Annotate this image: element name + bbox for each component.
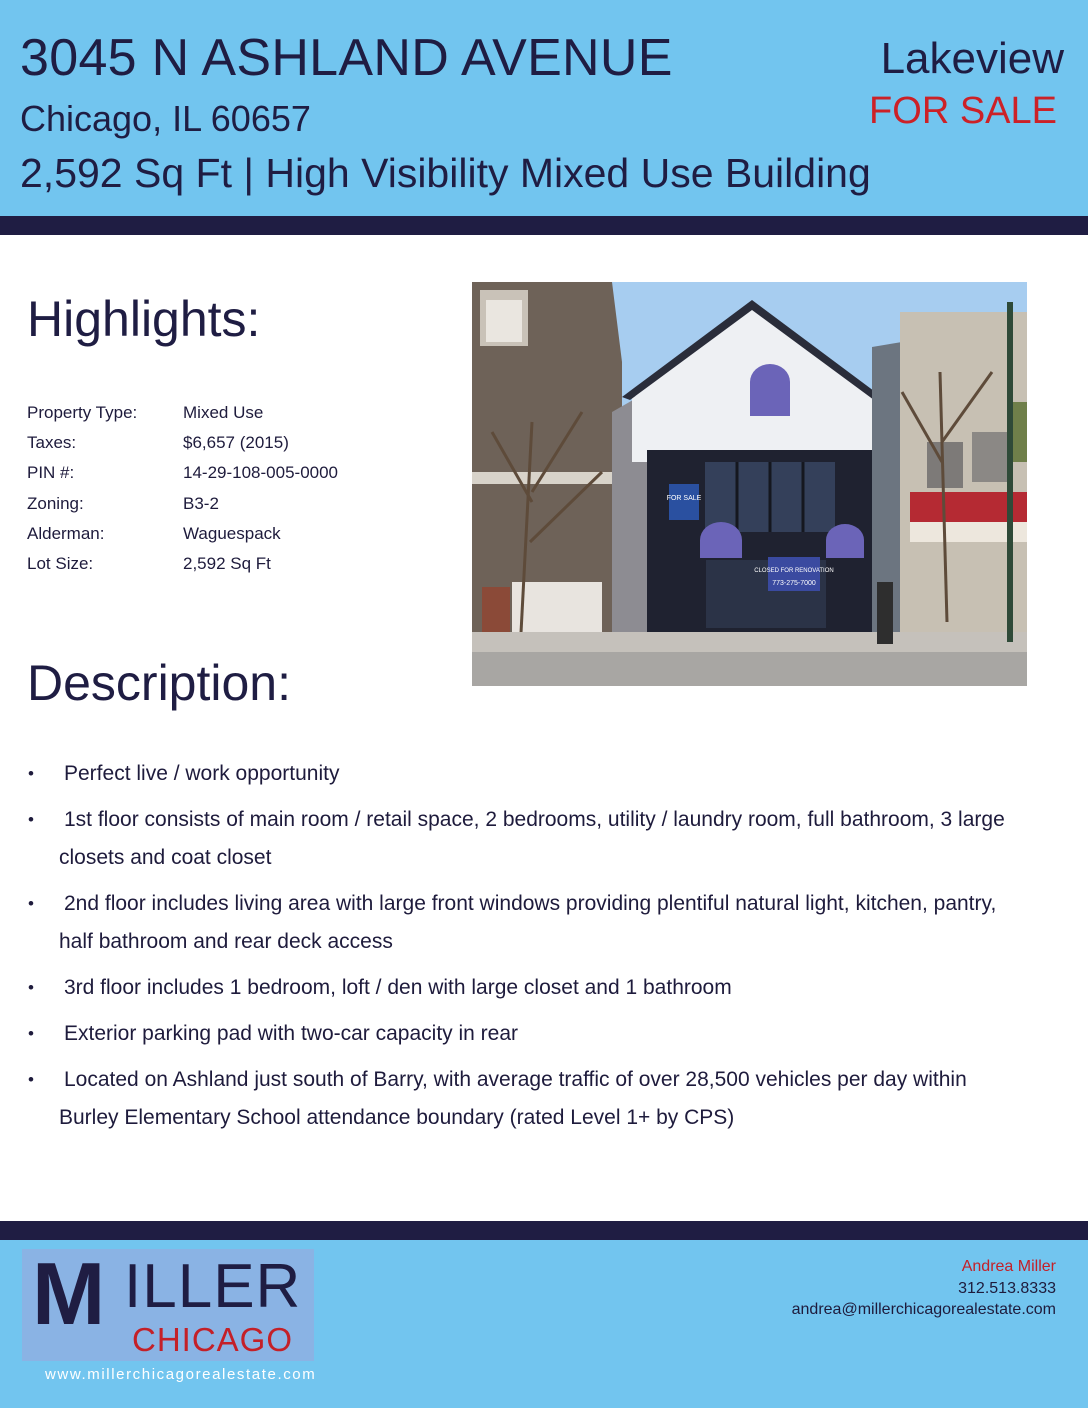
highlights-list — [27, 398, 447, 579]
bullet-text: Exterior parking pad with two-car capacity in rear — [64, 1022, 519, 1045]
bullet-icon: • — [28, 810, 34, 829]
logo-m: M — [32, 1244, 104, 1343]
fact-label: Lot Size: — [27, 554, 94, 574]
fact-row — [27, 458, 447, 488]
contact-block — [792, 1256, 1056, 1321]
fact-label: Zoning: — [27, 493, 84, 513]
list-item — [28, 1061, 1028, 1137]
miller-chicago-logo — [22, 1244, 314, 1361]
fact-row — [27, 428, 447, 458]
sale-status: FOR SALE — [869, 90, 1057, 132]
fact-row — [27, 489, 447, 519]
list-item — [28, 801, 1028, 877]
fact-row — [27, 519, 447, 549]
sign-for-sale: FOR SALE — [666, 495, 702, 502]
sign-renovation: CLOSED FOR RENOVATION — [754, 568, 834, 574]
logo-iller: ILLER — [124, 1252, 302, 1321]
fact-label: Taxes: — [27, 433, 77, 453]
fact-value: Mixed Use — [183, 403, 264, 423]
bullet-icon: • — [28, 1070, 34, 1089]
logo-chicago: CHICAGO — [132, 1321, 294, 1358]
bullet-icon: • — [28, 764, 34, 783]
bullet-icon: • — [28, 978, 34, 997]
bullet-text: Located on Ashland just south of Barry, with average traffic of over 28,500 vehicles per day within Burley Elementary School attendance boundary (rated Level 1+ by CPS) — [59, 1068, 967, 1129]
footer-divider — [0, 1221, 1088, 1240]
contact-name: Andrea Miller — [961, 1258, 1056, 1275]
property-address: 3045 N ASHLAND AVENUE — [20, 29, 673, 87]
description-list — [28, 755, 1028, 1145]
bullet-text: 3rd floor includes 1 bedroom, loft / den with large closet and 1 bathroom — [64, 976, 732, 999]
list-item — [28, 885, 1028, 961]
description-heading: Description: — [27, 655, 291, 711]
fact-value: B3-2 — [183, 493, 219, 513]
list-item — [28, 755, 1028, 793]
sign-phone: 773-275-7000 — [772, 580, 816, 587]
list-item — [28, 969, 1028, 1007]
fact-value: $6,657 (2015) — [183, 433, 289, 453]
bullet-icon: • — [28, 894, 34, 913]
property-subtitle: 2,592 Sq Ft | High Visibility Mixed Use Building — [20, 150, 871, 196]
bullet-text: 2nd floor includes living area with large front windows providing plentiful natural light, kitchen, pantry, half bathroom and rear deck access — [59, 892, 997, 953]
header-divider — [0, 216, 1088, 235]
website-link[interactable]: www.millerchicagorealestate.com — [45, 1366, 317, 1383]
fact-value: Waguespack — [183, 523, 281, 543]
contact-phone[interactable]: 312.513.8333 — [958, 1279, 1056, 1297]
fact-value: 14-29-108-005-0000 — [183, 463, 339, 483]
bullet-icon: • — [28, 1024, 34, 1043]
contact-email[interactable]: andrea@millerchicagorealestate.com — [791, 1301, 1056, 1318]
bullet-text: Perfect live / work opportunity — [64, 762, 340, 785]
fact-row — [27, 549, 447, 579]
fact-label: PIN #: — [27, 463, 75, 483]
property-city: Chicago, IL 60657 — [20, 98, 311, 139]
neighborhood-label: Lakeview — [880, 34, 1064, 83]
fact-label: Alderman: — [27, 523, 105, 543]
fact-value: 2,592 Sq Ft — [183, 554, 271, 574]
bullet-text: 1st floor consists of main room / retail space, 2 bedrooms, utility / laundry room, full bathroom, 3 large closets and coat closet — [59, 808, 1005, 869]
list-item — [28, 1015, 1028, 1053]
highlights-heading: Highlights: — [27, 291, 261, 347]
building-photo-icon — [472, 282, 1027, 686]
fact-label: Property Type: — [27, 403, 138, 423]
building-photo — [472, 282, 1027, 686]
fact-row — [27, 398, 447, 428]
header-banner — [0, 0, 1088, 216]
